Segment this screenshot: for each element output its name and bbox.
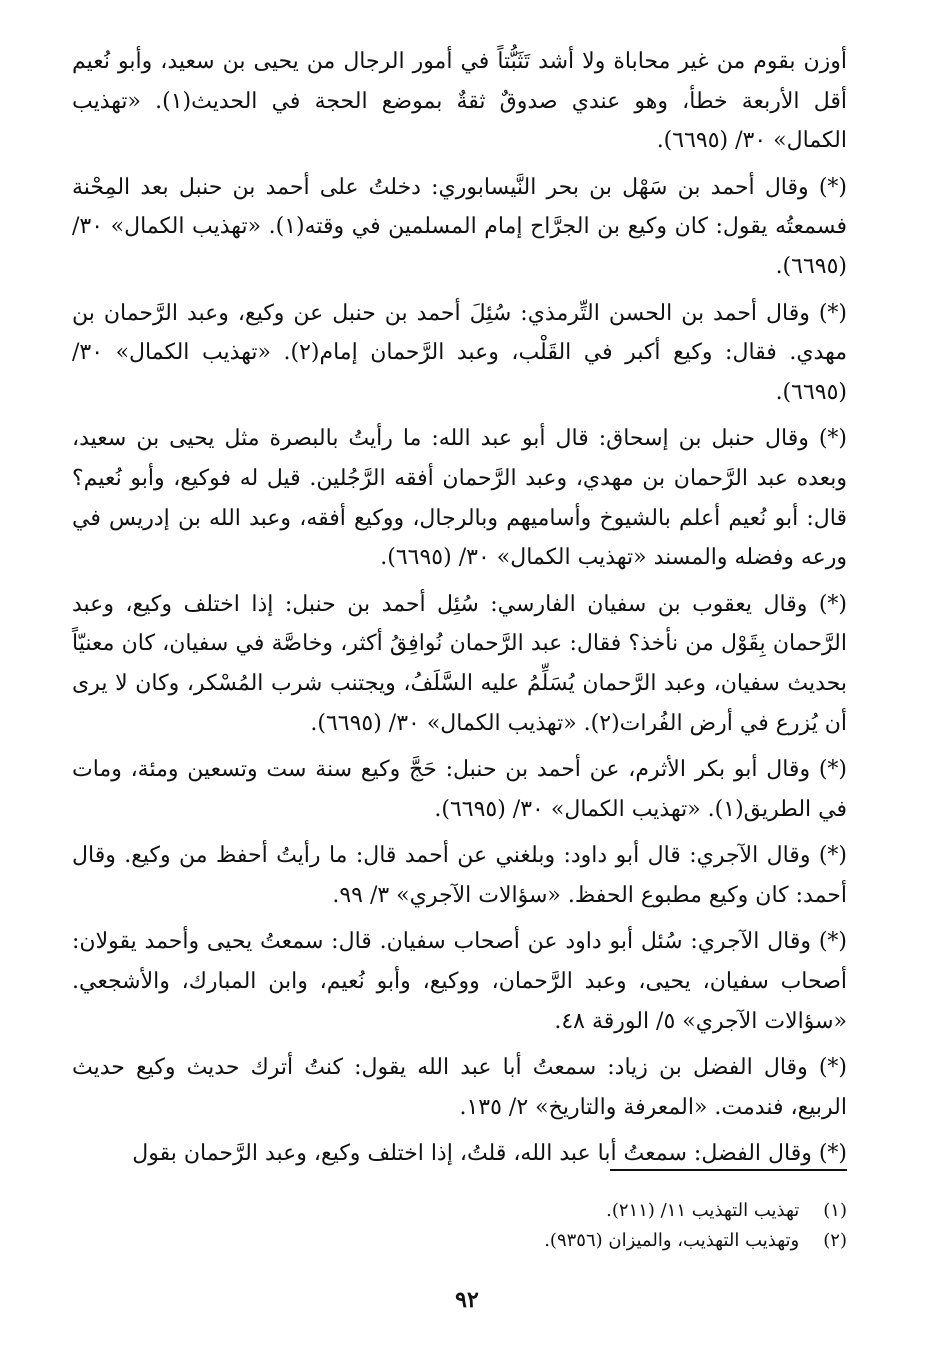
- paragraph: (*) وقال الفضل بن زياد: سمعتُ أبا عبد الله يقول: كنتُ أترك حديث وكيع حديث الربيع، فندمت. «المعرفة والتاريخ» ٢/ ١٣٥.: [72, 1055, 847, 1120]
- paragraph: (*) وقال أحمد بن سَهْل بن بحر النَّيسابوري: دخلتُ على أحمد بن حنبل بعد المِحْنة فسمعتُه يقول: كان وكيع بن الجرَّاح إمام المسلمين في وقته(١). «تهذيب الكمال» ٣٠/ (٦٦٩٥).: [72, 174, 847, 279]
- footnote: [147, 1196, 847, 1226]
- page-number: ٩٢: [455, 1287, 479, 1313]
- paragraph: أوزن بقوم من غير محاباة ولا أشد تَثَبُّتاً في أمور الرجال من يحيى بن سعيد، وأبو نُعيم أقل الأربعة خطأ، وهو عندي صدوقٌ ثقةٌ بموضع الحجة في الحديث(١). «تهذيب الكمال» ٣٠/ (٦٦٩٥).: [72, 49, 847, 154]
- footnote-number: (٢): [823, 1230, 847, 1251]
- footnote-text: تهذيب التهذيب ١١/ (٢١١).: [606, 1200, 800, 1221]
- paragraph: (*) وقال الآجري: سُئل أبو داود عن أصحاب سفيان. قال: سمعتُ يحيى وأحمد يقولان: أصحاب سفيان، يحيى، وعبد الرَّحمان، ووكيع، وأبو نُعيم، وابن المبارك، والأشجعي. «سؤالات الآجري» ٥/ الورقة ٤٨.: [72, 929, 847, 1034]
- paragraph: (*) وقال أبو بكر الأثرم، عن أحمد بن حنبل: حَجَّ وكيع سنة ست وتسعين ومئة، ومات في الطريق(١). «تهذيب الكمال» ٣٠/ (٦٦٩٥).: [72, 757, 847, 822]
- paragraph: (*) وقال الفضل: سمعتُ أبا عبد الله، قلتُ، إذا اختلف وكيع، وعبد الرَّحمان بقول: [132, 1141, 847, 1167]
- paragraph: (*) وقال أحمد بن الحسن التِّرمذي: سُئِلَ أحمد بن حنبل عن وكيع، وعبد الرَّحمان بن مهدي. فقال: وكيع أكبر في القَلْب، وعبد الرَّحمان إمام(٢). «تهذيب الكمال» ٣٠/ (٦٦٩٥).: [72, 300, 848, 405]
- paragraph: (*) وقال حنبل بن إسحاق: قال أبو عبد الله: ما رأيتُ بالبصرة مثل يحيى بن سعيد، وبعده عبد الرَّحمان بن مهدي، وعبد الرَّحمان أفقه الرَّجُلين. قيل له فوكيع، وأبو نُعيم؟ قال: أبو نُعيم أعلم بالشيوخ وأساميهم وبالرجال، ووكيع أفقه، وعبد الله بن إدريس في ورعه وفضله والمسند «تهذيب الكمال» ٣٠/ (٦٦٩٥).: [72, 426, 847, 571]
- paragraph: (*) وقال يعقوب بن سفيان الفارسي: سُئِل أحمد بن حنبل: إذا اختلف وكيع، وعبد الرَّحمان بِقَوْل من نأخذ؟ فقال: عبد الرَّحمان نُوافِقُ أكثر، وخاصَّة في سفيان، كان معنيّاً بحديث سفيان، وعبد الرَّحمان يُسَلِّمُ عليه السَّلَفُ، ويجتنب شرب المُسْكر، وكان لا يرى أن يُزرع في أرض الفُرات(٢). «تهذيب الكمال» ٣٠/ (٦٦٩٥).: [72, 591, 847, 736]
- page-body: [72, 42, 847, 1181]
- footnote-text: وتهذيب التهذيب، والميزان (٩٣٥٦).: [544, 1230, 800, 1251]
- footnote-number: (١): [823, 1200, 847, 1221]
- footnote-divider: [610, 1169, 847, 1171]
- footnote: [147, 1226, 847, 1256]
- paragraph: (*) وقال الآجري: قال أبو داود: وبلغني عن أحمد قال: ما رأيتُ أحفظ من وكيع. وقال أحمد: كان وكيع مطبوع الحفظ. «سؤالات الآجري» ٣/ ٩٩.: [72, 843, 847, 908]
- footnotes: [147, 1196, 847, 1256]
